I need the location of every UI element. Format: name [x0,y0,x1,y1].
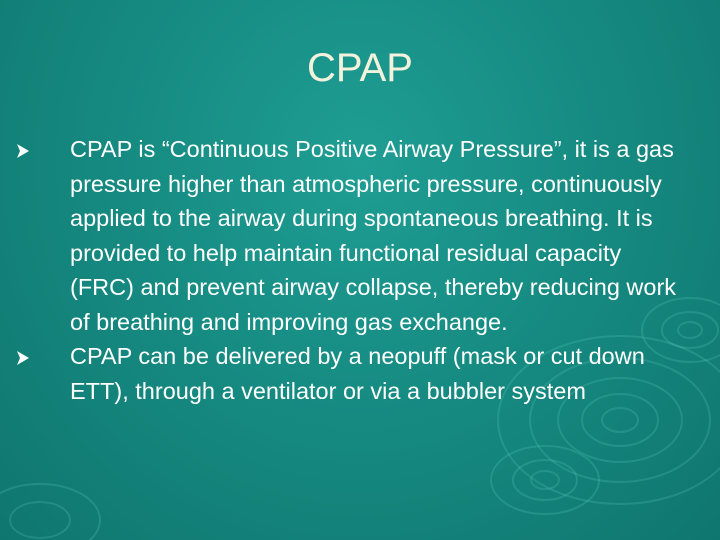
bullet-item [70,339,690,408]
slide-title: CPAP [307,46,413,90]
bullet-text: CPAP is “Continuous Positive Airway Pressure”, it is a gas pressure higher than atmospheric pressure, continuously applied to the airway during spontaneous breathing. It is provided to help maintain functional residual capacity (FRC) and prevent airway collapse, thereby reducing work of breathing and improving gas exchange. [70,136,677,335]
bullet-list [70,132,690,408]
arrowhead-bullet-icon [16,351,30,365]
bullet-text: CPAP can be delivered by a neopuff (mask or cut down ETT), through a ventilator or via a bubbler system [70,343,645,404]
bullet-item [70,132,690,339]
arrowhead-bullet-icon [16,144,30,158]
